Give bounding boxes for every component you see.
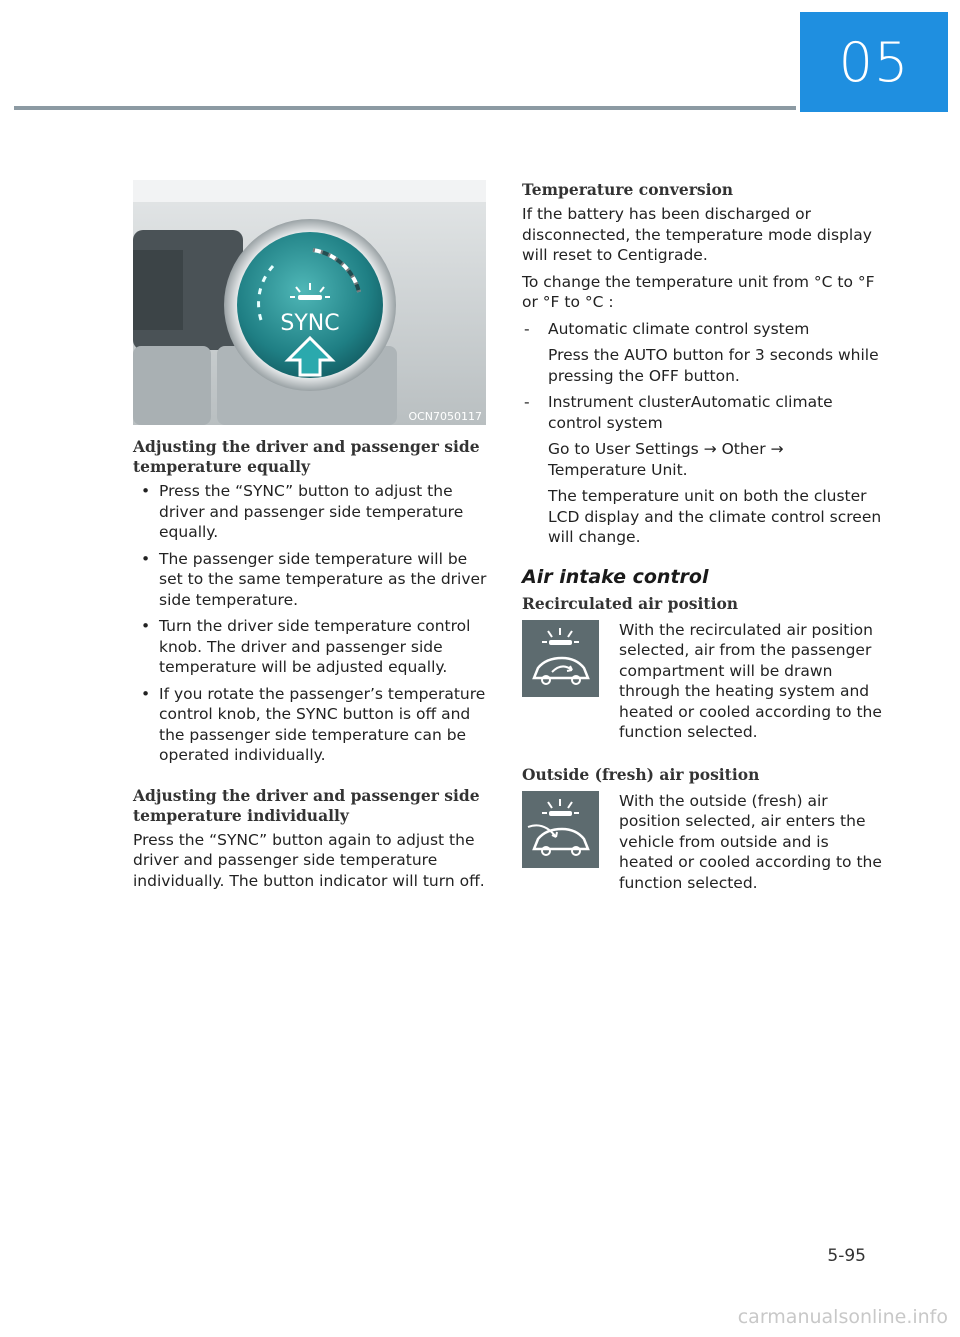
section-heading-equal: Adjusting the driver and passenger side temperature equally [133,437,480,476]
temp-conversion-p2: To change the temperature unit from °C to °F or °F to °C : [522,272,875,311]
left-column [133,180,488,897]
recirculated-body: With the recirculated air position selected, air from the passenger compartment will be drawn through the heating system and heated or cooled according to the function selected. [619,620,882,741]
dash-item-detail: Go to User Settings → Other → Temperature Unit. [548,440,784,479]
outside-air-heading: Outside (fresh) air position [522,764,760,784]
dash-item-title: Instrument clusterAutomatic climate control system [548,393,833,432]
recirculated-air-icon [522,620,599,697]
header-rule [14,106,796,110]
list-item: • Press the “SYNC” button to adjust the driver and passenger side temperature equally. [133,481,488,543]
dash-item-cluster: - Instrument clusterAutomatic climate control system Go to User Settings → Other → Temperature Unit. The temperature unit on both the cluster LCD display and the climate control screen will change. [524,393,882,546]
page-number: 5-95 [827,1246,866,1266]
dash-item-detail: Press the AUTO button for 3 seconds while pressing the OFF button. [548,346,879,385]
list-item: • The passenger side temperature will be set to the same temperature as the driver side temperature. [133,549,488,611]
bullet-list [133,481,488,766]
outside-air-row [522,791,882,894]
dash-item-title: Automatic climate control system [548,319,810,338]
recirculated-heading: Recirculated air position [522,593,739,613]
temp-conversion-p1: If the battery has been discharged or disconnected, the temperature mode display will reset to Centigrade. [522,205,872,264]
section-body-individual: Press the “SYNC” button again to adjust the driver and passenger side temperature individually. The button indicator will turn off. [133,830,485,890]
section-heading-individual: Adjusting the driver and passenger side temperature individually [133,785,480,825]
outside-air-body: With the outside (fresh) air position selected, air enters the vehicle from outside and is heated or cooled according to the function selected. [619,791,882,892]
sync-button-figure [133,180,486,425]
right-column [522,180,882,893]
sync-button-illustration [133,180,486,425]
recirculated-row [522,620,882,743]
chapter-tab: 05 [800,12,948,112]
outside-air-icon [522,791,599,868]
list-item: • If you rotate the passenger’s temperature control knob, the SYNC button is off and the passenger side temperature can be operated individually. [133,684,488,766]
list-item: • Turn the driver side temperature control knob. The driver and passenger side temperature will be adjusted equally. [133,616,488,678]
sync-label: SYNC [280,311,340,336]
watermark: carmanualsonline.info [737,1306,948,1328]
air-intake-heading: Air intake control [522,565,709,588]
temp-conversion-heading: Temperature conversion [522,180,734,199]
dash-item-detail: The temperature unit on both the cluster LCD display and the climate control screen will change. [548,487,882,546]
dash-item-auto: - Automatic climate control system Press the AUTO button for 3 seconds while pressing the OFF button. [522,319,882,387]
figure-code: OCN7050117 [408,410,482,423]
